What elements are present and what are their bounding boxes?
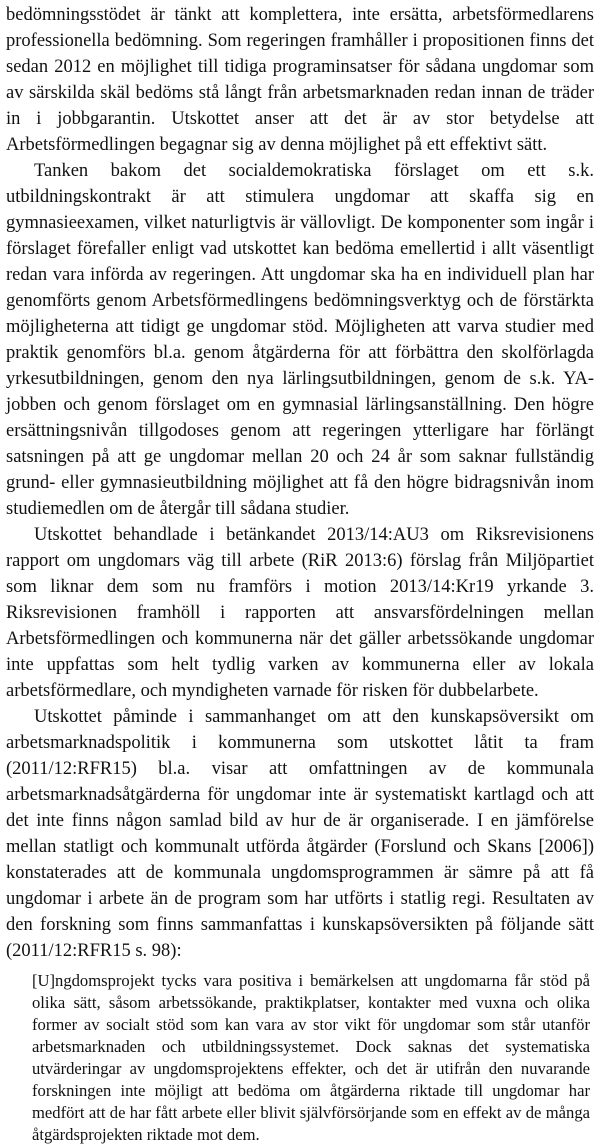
paragraph-2: Tanken bakom det socialdemokratiska förslaget om ett s.k. utbildningskontrakt är att stimulera ungdomar att skaffa sig en gymnasieexamen, vilket naturligtvis är vällovligt. De komponenter som ingår i förslaget förefaller enligt vad utskottet kan bedöma emellertid i allt väsentligt redan vara införda av regeringen. Att ungdomar ska ha en individuell plan har genomförts genom Arbetsförmedlingens bedömningsverktyg och de förstärkta möjligheterna att tidigt ge ungdomar stöd. Möjligheten att varva studier med praktik genomförs bl.a. genom åtgärderna för att förbättra den skolförlagda yrkesutbildningen, genom den nya lärlingsutbildningen, genom de s.k. YA-jobben och genom förslaget om en gymnasial lärlingsanställning. Den högre ersättningsnivån tillgodoses genom att regeringen ytterligare har förlängt satsningen på att ge ungdomar mellan 20 och 24 år som saknar fullständig grund- eller gymnasieutbildning möjlighet att få den högre bidragsnivån inom studiemedlen om de återgår till sådana studier. — [6, 161, 594, 519]
paragraph-1: bedömningsstödet är tänkt att komplettera, inte ersätta, arbetsförmedlarens professionella bedömning. Som regeringen framhåller i propositionen finns det sedan 2012 en möjlighet till tidiga programinsatser för sådana ungdomar som av särskilda skäl bedöms stå långt från arbetsmarknaden redan innan de träder in i jobbgarantin. Utskottet anser att det är av stor betydelse att Arbetsförmedlingen begagnar sig av denna möjlighet på ett effektivt sätt. — [6, 5, 594, 155]
paragraph-4: Utskottet påminde i sammanhanget om att den kunskapsöversikt om arbetsmarknadspolitik i kommunerna som utskottet låtit ta fram (2011/12:RFR15) bl.a. visar att omfattningen av de kommunala arbetsmarknadsåtgärderna för ungdomar inte är systematiskt kartlagd och att det inte finns någon samlad bild av hur de är organiserade. I en jämförelse mellan statligt och kommunalt utförda åtgärder (Forslund och Skans [2006]) konstaterades att de kommunala ungdomsprogrammen är sämre på att få ungdomar i arbete än de program som har utförts i statlig regi. Resultaten av den forskning som finns sammanfattas i kunskapsöversikten på följande sätt (2011/12:RFR15 s. 98): — [6, 707, 594, 961]
paragraph-3: Utskottet behandlade i betänkandet 2013/14:AU3 om Riksrevisionens rapport om ungdomars väg till arbete (RiR 2013:6) förslag från Miljöpartiet som liknar dem som nu framförs i motion 2013/14:Kr19 yrkande 3. Riksrevisionen framhöll i rapporten att ansvarsfördelningen mellan Arbetsförmedlingen och kommunerna när det gäller arbetssökande ungdomar inte uppfattas som helt tydlig varken av kommunerna eller av lokala arbetsförmedlare, och myndigheten varnade för risken för dubbelarbete. — [6, 525, 594, 701]
document-page — [6, 2, 594, 1146]
block-quote: [U]ngdomsprojekt tycks vara positiva i bemärkelsen att ungdomarna får stöd på olika sätt, såsom arbetssökande, praktikplatser, kontakter med vuxna och olika former av socialt stöd som kan vara av stor vikt för ungdomar som står utanför arbetsmarknaden och utbildningssystemet. Dock saknas det systematiska utvärderingar av ungdomsprojektens effekter, och det är utifrån den nuvarande forskningen inte möjligt att bedöma om åtgärderna riktade till ungdomar har medfört att de har fått arbete eller blivit självförsörjande som en effekt av de många åtgärdsprojekten riktade mot dem. — [32, 971, 590, 1144]
